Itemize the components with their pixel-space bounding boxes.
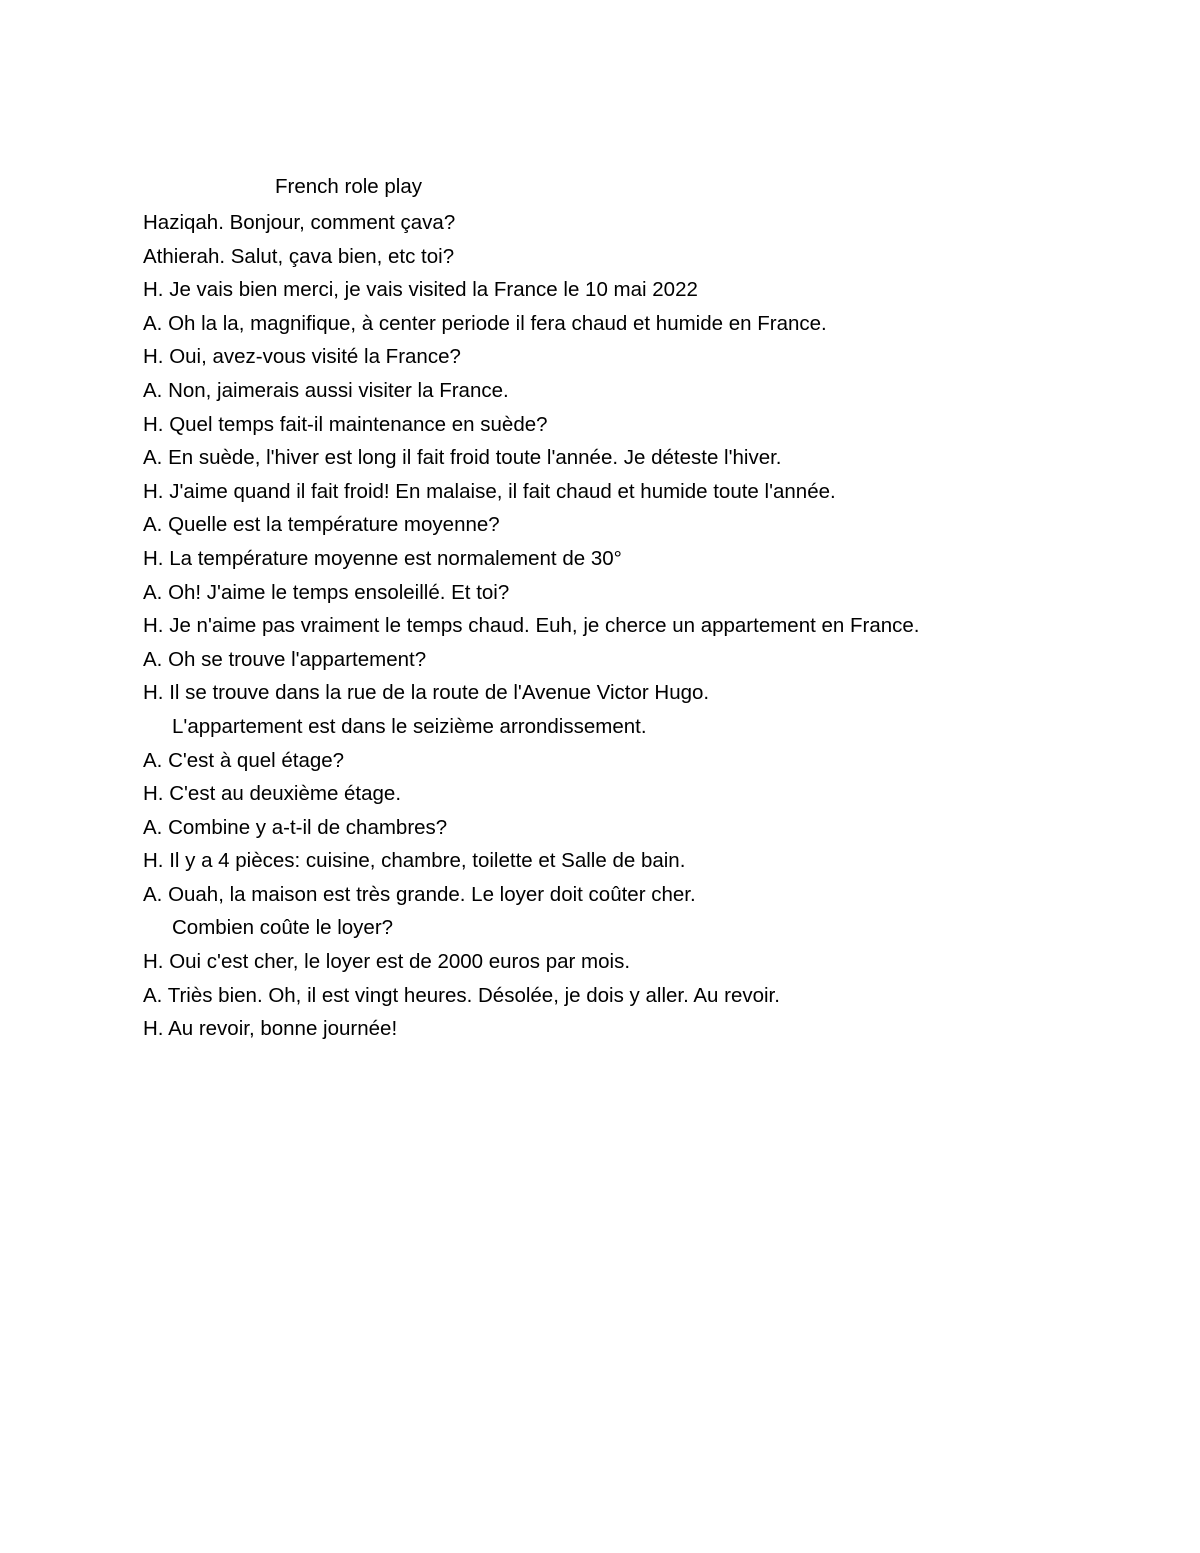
- dialogue-line: A. Non, jaimerais aussi visiter la France.: [143, 378, 509, 402]
- dialogue-line: H. Au revoir, bonne journée!: [143, 1017, 398, 1041]
- dialogue-line: A. C'est à quel étage?: [143, 748, 345, 772]
- dialogue-body: [143, 206, 1143, 1046]
- dialogue-line: H. Oui, avez-vous visité la France?: [143, 345, 461, 369]
- dialogue-line: A. Quelle est la température moyenne?: [143, 513, 500, 537]
- dialogue-line: A. Oh la la, magnifique, à center periode il fera chaud et humide en France.: [143, 311, 827, 335]
- dialogue-line: Haziqah. Bonjour, comment çava?: [143, 211, 456, 234]
- dialogue-line: H. Il y a 4 pièces: cuisine, chambre, toilette et Salle de bain.: [143, 849, 686, 873]
- dialogue-line: A. Ouah, la maison est très grande. Le loyer doit coûter cher.: [143, 882, 696, 906]
- dialogue-line: H. C'est au deuxième étage.: [143, 782, 402, 806]
- dialogue-line: A. Triès bien. Oh, il est vingt heures. Désolée, je dois y aller. Au revoir.: [143, 983, 780, 1007]
- document-title: French role play: [275, 175, 422, 198]
- dialogue-line: H. J'aime quand il fait froid! En malaise, il fait chaud et humide toute l'année.: [143, 479, 836, 503]
- dialogue-line: A. Oh se trouve l'appartement?: [143, 647, 427, 671]
- dialogue-line: H. La température moyenne est normalement de 30°: [143, 546, 622, 570]
- dialogue-line: Athierah. Salut, çava bien, etc toi?: [143, 244, 455, 268]
- dialogue-line-continuation: L'appartement est dans le seizième arrondissement.: [172, 714, 647, 738]
- dialogue-line: A. En suède, l'hiver est long il fait froid toute l'année. Je déteste l'hiver.: [143, 446, 782, 470]
- dialogue-line: H. Il se trouve dans la rue de la route de l'Avenue Victor Hugo.: [143, 681, 710, 705]
- dialogue-line-continuation: Combien coûte le loyer?: [172, 916, 394, 940]
- dialogue-line: A. Combine y a-t-il de chambres?: [143, 815, 448, 839]
- dialogue-line: H. Oui c'est cher, le loyer est de 2000 euros par mois.: [143, 950, 631, 974]
- dialogue-line: H. Je n'aime pas vraiment le temps chaud. Euh, je cherce un appartement en France.: [143, 614, 920, 638]
- dialogue-line: A. Oh! J'aime le temps ensoleillé. Et toi?: [143, 580, 510, 604]
- dialogue-line: H. Je vais bien merci, je vais visited la France le 10 mai 2022: [143, 278, 698, 302]
- dialogue-line: H. Quel temps fait-il maintenance en suède?: [143, 412, 548, 436]
